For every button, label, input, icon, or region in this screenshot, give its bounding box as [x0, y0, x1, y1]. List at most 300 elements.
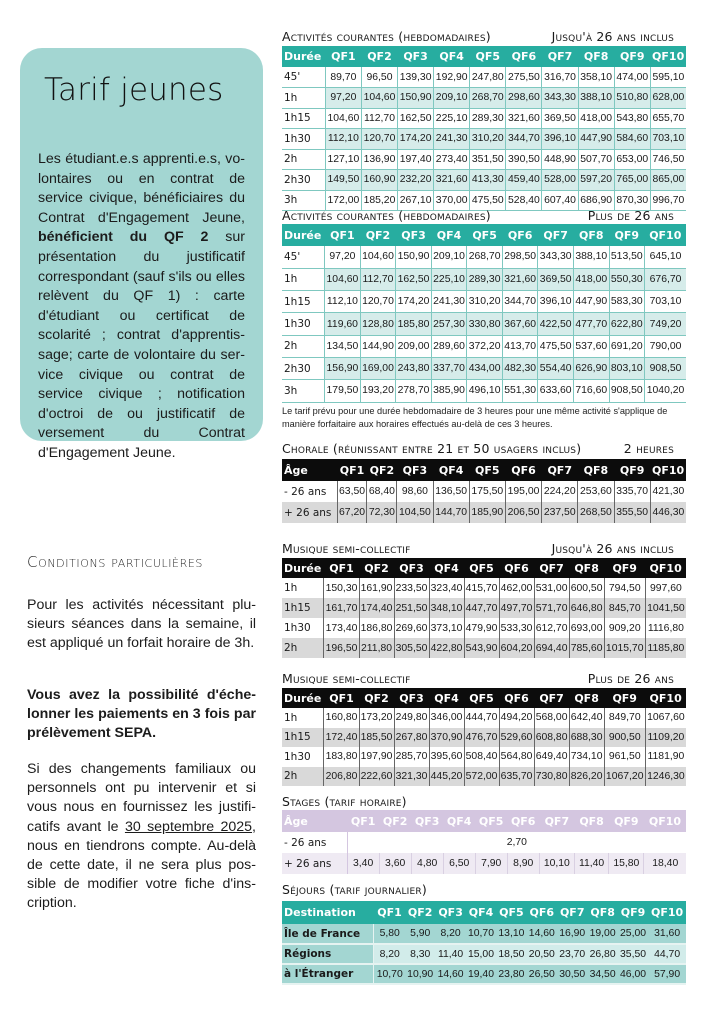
- cell-value: 1185,80: [645, 638, 686, 658]
- column-header-qf9: QF9: [609, 224, 645, 246]
- cell-value: 635,70: [499, 767, 534, 787]
- table-header-row: [282, 901, 686, 924]
- youth-rate-box: [20, 48, 263, 461]
- cell-value: 909,20: [604, 618, 645, 638]
- cell-value: 388,10: [573, 246, 609, 268]
- cell-value: 396,10: [542, 129, 578, 150]
- cell-value: 172,00: [325, 190, 361, 211]
- table-row: [282, 149, 686, 170]
- cell-value: 134,50: [325, 335, 361, 357]
- cell-value: 268,70: [467, 246, 503, 268]
- cell-value: 174,20: [398, 129, 434, 150]
- row-label: 2h30: [282, 170, 325, 191]
- cell-value: 251,50: [394, 598, 429, 618]
- cell-value: 298,50: [502, 246, 538, 268]
- column-header-qf3: QF3: [397, 459, 433, 481]
- row-label: 2h: [282, 335, 325, 357]
- column-header-label: Destination: [282, 901, 374, 924]
- cell-value: 14,60: [435, 964, 465, 984]
- cell-value: 865,00: [650, 170, 686, 191]
- cell-value: 183,80: [324, 747, 359, 767]
- cell-value: 18,40: [644, 853, 686, 874]
- row-label: 1h: [284, 711, 298, 724]
- cell-value: 268,50: [578, 502, 614, 523]
- column-header-qf10: QF10: [650, 459, 686, 481]
- section-header-musique-adultes: [282, 671, 674, 687]
- cell-value: 765,00: [614, 170, 650, 191]
- cell-value: 104,50: [397, 502, 433, 523]
- cell-value: 172,40: [324, 728, 359, 748]
- table-row: [282, 598, 686, 618]
- table-row: [282, 313, 686, 335]
- section-subtitle: Jusqu'à 26 ans inclus: [551, 541, 674, 556]
- cell-value: 156,90: [325, 357, 361, 379]
- table-header-row: [282, 224, 686, 246]
- cell-value: 845,70: [604, 598, 645, 618]
- table-row: [282, 708, 686, 728]
- cell-value: 211,80: [359, 638, 394, 658]
- cell-value: 289,30: [467, 268, 503, 290]
- column-header-qf1: QF1: [325, 224, 361, 246]
- table-row: [282, 67, 686, 88]
- row-label: + 26 ans: [282, 502, 337, 523]
- youth-text-part: sur présentation du justificatif correspondant (sauf s'ils ou elles relèvent du QF 1) : carte d'étudiant ou certificat de scolarité ; contrat d'apprentissage; carte de volontaire du service civique ou contrat de service civique ; notification d'octroi de ou justificatif de versement du Contrat d'Engagement Jeune.: [38, 229, 245, 461]
- cell-value: 447,90: [573, 291, 609, 313]
- cell-value: 119,60: [325, 313, 361, 335]
- cell-value: 849,70: [604, 708, 645, 728]
- cell-value: 31,60: [648, 924, 686, 944]
- cell-value: 370,00: [434, 190, 470, 211]
- cell-value: 595,10: [650, 67, 686, 88]
- row-label: 1h30: [282, 313, 325, 335]
- cell-value: 7,90: [475, 853, 507, 874]
- cell-value: 289,60: [431, 335, 467, 357]
- column-header-qf1: QF1: [324, 558, 359, 578]
- column-header-qf5: QF5: [464, 558, 499, 578]
- column-header-qf4: QF4: [443, 810, 475, 832]
- cell-value: 529,60: [499, 728, 534, 748]
- column-header-qf2: QF2: [361, 46, 397, 67]
- cell-value: 321,30: [394, 767, 429, 787]
- cell-value: 513,50: [609, 246, 645, 268]
- cell-value: 209,00: [396, 335, 432, 357]
- cell-value: 337,70: [431, 357, 467, 379]
- table-header-row: [282, 46, 686, 67]
- column-header-qf1: QF1: [337, 459, 367, 481]
- cell-value: 15,00: [466, 944, 496, 964]
- cell-value: 996,70: [650, 190, 686, 211]
- cell-value: 193,20: [360, 380, 396, 402]
- cell-value: 1015,70: [604, 638, 645, 658]
- cell-value: 321,60: [502, 268, 538, 290]
- cell-value: 475,50: [538, 335, 574, 357]
- cell-value: 8,20: [374, 944, 405, 964]
- cell-value: 584,60: [614, 129, 650, 150]
- cell-value: 1181,90: [645, 747, 686, 767]
- cell-value: 1246,30: [645, 767, 686, 787]
- cell-value: 169,00: [360, 357, 396, 379]
- row-label: Île de France: [282, 924, 374, 944]
- cell-value: 370,90: [429, 728, 464, 748]
- cell-value: 67,20: [337, 502, 367, 523]
- row-label: 2h: [282, 638, 324, 658]
- cell-value: 5,90: [405, 924, 435, 944]
- cell-value: 583,30: [609, 291, 645, 313]
- cell-value: 136,50: [433, 481, 469, 502]
- table-row: [282, 481, 686, 502]
- deadline-date: 30 septembre 2025: [124, 818, 253, 835]
- cell-value: 161,90: [359, 578, 394, 598]
- column-header-qf6: QF6: [527, 901, 557, 924]
- column-header-qf3: QF3: [398, 46, 434, 67]
- cell-value: 10,90: [405, 964, 435, 984]
- row-label: - 26 ans: [282, 832, 347, 853]
- cell-value: 870,30: [614, 190, 650, 211]
- cell-value: 346,00: [429, 708, 464, 728]
- cell-value: 1067,60: [645, 708, 686, 728]
- cell-value: 160,90: [361, 170, 397, 191]
- cell-value: 161,70: [324, 598, 359, 618]
- section-subtitle: Plus de 26 ans: [587, 208, 674, 223]
- table-row: [282, 964, 686, 984]
- cell-value: 30,50: [557, 964, 587, 984]
- section-header-courantes-jeunes: [282, 29, 674, 45]
- cell-value: 206,80: [324, 767, 359, 787]
- cell-value: 310,20: [470, 129, 506, 150]
- cell-value: 8,30: [405, 944, 435, 964]
- cell-value: 415,70: [464, 578, 499, 598]
- row-label: 1h30: [284, 622, 311, 634]
- cell-value: 185,50: [359, 728, 394, 748]
- cell-value: 185,90: [469, 502, 505, 523]
- cell-value: 543,80: [614, 108, 650, 129]
- column-header-qf9: QF9: [614, 46, 650, 67]
- cell-value: 551,30: [502, 380, 538, 402]
- cell-value: 209,10: [431, 246, 467, 268]
- column-header-qf5: QF5: [467, 224, 503, 246]
- cell-value: 790,00: [645, 335, 686, 357]
- cell-value: 734,10: [569, 747, 604, 767]
- section-header-chorale: [282, 441, 674, 457]
- cell-value: 278,70: [396, 380, 432, 402]
- cell-value: 268,70: [470, 88, 506, 109]
- column-header-qf4: QF4: [429, 688, 464, 708]
- table-row: [282, 380, 686, 402]
- cell-value: 197,90: [359, 747, 394, 767]
- cell-value: 19,00: [587, 924, 617, 944]
- table-header-row: [282, 558, 686, 578]
- cell-value: 1067,20: [604, 767, 645, 787]
- cell-value: 150,90: [396, 246, 432, 268]
- cell-value: 358,10: [578, 67, 614, 88]
- column-header-qf8: QF8: [574, 810, 608, 832]
- column-header-qf5: QF5: [469, 459, 505, 481]
- cell-value: 285,70: [394, 747, 429, 767]
- cell-value: 144,70: [433, 502, 469, 523]
- column-header-qf9: QF9: [604, 688, 645, 708]
- table-row: [282, 853, 686, 874]
- cell-value: 688,30: [569, 728, 604, 748]
- column-header-qf5: QF5: [475, 810, 507, 832]
- cell-value: 68,40: [367, 481, 397, 502]
- cell-value: 476,70: [464, 728, 499, 748]
- row-label: 1h15: [282, 108, 325, 129]
- cell-value: 444,70: [464, 708, 499, 728]
- cell-value: 19,40: [466, 964, 496, 984]
- cell-value: 175,50: [469, 481, 505, 502]
- column-header-qf6: QF6: [499, 558, 534, 578]
- column-header-label: Âge: [282, 810, 347, 832]
- cell-value: 642,40: [569, 708, 604, 728]
- cell-value: 330,80: [467, 313, 503, 335]
- table-sejours: [282, 901, 686, 985]
- cell-value: 267,80: [394, 728, 429, 748]
- cell-value: 607,40: [542, 190, 578, 211]
- cell-value: 446,30: [650, 502, 686, 523]
- cell-value: 703,10: [645, 291, 686, 313]
- cell-value: 112,70: [360, 268, 396, 290]
- cell-value: 1116,80: [645, 618, 686, 638]
- table-row: [282, 832, 686, 853]
- cell-value: 273,40: [434, 149, 470, 170]
- column-header-qf9: QF9: [614, 459, 650, 481]
- column-header-qf4: QF4: [434, 46, 470, 67]
- youth-text-bold: bénéficient du QF 2: [38, 229, 209, 246]
- cell-value: 243,80: [396, 357, 432, 379]
- cell-value: 344,70: [506, 129, 542, 150]
- table-row: [282, 357, 686, 379]
- column-header-qf3: QF3: [396, 224, 432, 246]
- cell-value: 528,40: [506, 190, 542, 211]
- cell-value: 98,60: [397, 481, 433, 502]
- cell-value: 369,50: [538, 268, 574, 290]
- cell-value: 321,60: [506, 108, 542, 129]
- table-row: [282, 502, 686, 523]
- column-header-qf7: QF7: [557, 901, 587, 924]
- cell-value: 479,90: [464, 618, 499, 638]
- cell-value: 104,60: [325, 268, 361, 290]
- cell-value: 186,80: [359, 618, 394, 638]
- column-header-qf2: QF2: [379, 810, 411, 832]
- cell-value: 533,30: [499, 618, 534, 638]
- cell-value: 136,90: [361, 149, 397, 170]
- column-header-qf5: QF5: [470, 46, 506, 67]
- cell-value: 691,20: [609, 335, 645, 357]
- row-label: 2h: [282, 149, 325, 170]
- row-label: Régions: [282, 944, 374, 964]
- cell-value: 335,70: [614, 481, 650, 502]
- column-header-label: Âge: [282, 459, 337, 481]
- cell-value: 162,50: [396, 268, 432, 290]
- section-title: Stages (tarif horaire): [282, 794, 407, 809]
- column-header-qf3: QF3: [394, 558, 429, 578]
- column-header-qf2: QF2: [367, 459, 397, 481]
- cell-value: 633,60: [538, 380, 574, 402]
- cell-value: 390,50: [506, 149, 542, 170]
- column-header-qf3: QF3: [435, 901, 465, 924]
- conditions-paragraph-changes: [27, 760, 256, 914]
- cell-value: 395,60: [429, 747, 464, 767]
- cell-value: 13,10: [496, 924, 526, 944]
- cell-value: 257,30: [431, 313, 467, 335]
- cell-value: 355,50: [614, 502, 650, 523]
- column-header-qf7: QF7: [534, 688, 569, 708]
- column-header-qf8: QF8: [569, 558, 604, 578]
- cell-value: 531,00: [534, 578, 569, 598]
- cell-value: 564,80: [499, 747, 534, 767]
- cell-value: 445,20: [429, 767, 464, 787]
- cell-value: 628,00: [650, 88, 686, 109]
- cell-value: 222,60: [359, 767, 394, 787]
- cell-value: 554,40: [538, 357, 574, 379]
- table-row: [282, 728, 686, 748]
- cell-value: 8,20: [435, 924, 465, 944]
- column-header-qf4: QF4: [466, 901, 496, 924]
- cell-value: 612,70: [534, 618, 569, 638]
- column-header-qf9: QF9: [604, 558, 645, 578]
- cell-value: 482,30: [502, 357, 538, 379]
- section-header-stages: [282, 794, 674, 810]
- youth-text-part: Les étudiant.e.s apprenti.e.s, volontaires ou en contrat de service civique, bénéficiaires du Contrat d'Engagement Jeune,: [38, 151, 245, 226]
- table-row: [282, 108, 686, 129]
- cell-value: 225,10: [431, 268, 467, 290]
- cell-value: 653,00: [614, 149, 650, 170]
- table-header-row: [282, 688, 686, 708]
- cell-value: 572,00: [464, 767, 499, 787]
- table-chorale: [282, 459, 686, 523]
- table-row: [282, 924, 686, 944]
- cell-value: 344,70: [502, 291, 538, 313]
- cell-value: 18,50: [496, 944, 526, 964]
- cell-value: 26,80: [587, 944, 617, 964]
- section-title: Activités courantes (hebdomadaires): [282, 208, 491, 223]
- table-row: [282, 268, 686, 290]
- cell-value: 537,60: [573, 335, 609, 357]
- cell-value: 20,50: [527, 944, 557, 964]
- cell-value: 785,60: [569, 638, 604, 658]
- row-label: 1h15: [282, 728, 324, 748]
- cell-value: 15,80: [609, 853, 644, 874]
- cell-value: 646,80: [569, 598, 604, 618]
- section-title: Activités courantes (hebdomadaires): [282, 29, 491, 44]
- section-header-musique-jeunes: [282, 541, 674, 557]
- cell-value: 209,10: [434, 88, 470, 109]
- cell-value: 174,40: [359, 598, 394, 618]
- cell-value: 179,50: [325, 380, 361, 402]
- cell-value: 11,40: [574, 853, 608, 874]
- cell-value: 459,40: [506, 170, 542, 191]
- cell-value: 716,60: [573, 380, 609, 402]
- column-header-qf2: QF2: [359, 558, 394, 578]
- cell-value: 497,70: [499, 598, 534, 618]
- table-row: [282, 246, 686, 268]
- cell-value: 249,80: [394, 708, 429, 728]
- cell-value: 421,30: [650, 481, 686, 502]
- cell-value: 14,60: [527, 924, 557, 944]
- column-header-qf7: QF7: [538, 224, 574, 246]
- cell-value: 104,60: [361, 88, 397, 109]
- cell-value: 10,70: [466, 924, 496, 944]
- section-header-sejours: [282, 882, 674, 898]
- column-header-qf5: QF5: [496, 901, 526, 924]
- column-header-qf5: QF5: [464, 688, 499, 708]
- cell-value: 120,70: [361, 129, 397, 150]
- cell-value: 997,60: [645, 578, 686, 598]
- cell-value: 89,70: [325, 67, 361, 88]
- cell-value: 150,90: [398, 88, 434, 109]
- section-subtitle: 2 heures: [623, 441, 674, 456]
- cell-value: 507,70: [578, 149, 614, 170]
- cell-value: 422,50: [538, 313, 574, 335]
- cell-value: 5,80: [374, 924, 405, 944]
- cell-value: 63,50: [337, 481, 367, 502]
- cell-value: 686,90: [578, 190, 614, 211]
- row-label: 1h15: [282, 598, 324, 618]
- table-row: [282, 618, 686, 638]
- youth-title: Tarif jeunes: [44, 72, 224, 108]
- cell-value: 289,30: [470, 108, 506, 129]
- row-label: 2h30: [282, 357, 325, 379]
- cell-value: 206,50: [505, 502, 541, 523]
- cell-value: 1041,50: [645, 598, 686, 618]
- cell-value: 413,30: [470, 170, 506, 191]
- row-label: 45': [282, 246, 325, 268]
- column-header-label: Durée: [282, 224, 325, 246]
- column-header-qf8: QF8: [569, 688, 604, 708]
- section-title: Chorale (réunissant entre 21 et 50 usagers inclus): [282, 441, 582, 456]
- cell-value: 97,20: [325, 246, 361, 268]
- row-label: 1h: [284, 582, 298, 594]
- section-header-courantes-adultes: [282, 208, 674, 224]
- cell-value: 25,00: [618, 924, 648, 944]
- cell-value: 196,50: [324, 638, 359, 658]
- cell-value: 385,90: [431, 380, 467, 402]
- cell-value: 447,70: [464, 598, 499, 618]
- row-label: à l'Étranger: [282, 964, 374, 984]
- cell-value: 144,90: [360, 335, 396, 357]
- table-row: [282, 638, 686, 658]
- cell-value: 3,40: [347, 853, 379, 874]
- conditions-title: Conditions particulières: [27, 553, 203, 571]
- cell-value: 185,20: [361, 190, 397, 211]
- column-header-qf8: QF8: [573, 224, 609, 246]
- cell-value: 120,70: [360, 291, 396, 313]
- cell-value: 316,70: [542, 67, 578, 88]
- cell-value: 600,50: [569, 578, 604, 598]
- conditions-paragraph-forfait: Pour les activités nécessitant plusieurs séances dans la semaine, il est appliqué un forfait horaire de 3h.: [27, 597, 256, 652]
- table-musique-jeunes: [282, 558, 686, 658]
- row-label: + 26 ans: [282, 853, 347, 874]
- column-header-qf10: QF10: [645, 224, 686, 246]
- column-header-qf10: QF10: [644, 810, 686, 832]
- column-header-label: Durée: [282, 688, 324, 708]
- column-header-qf4: QF4: [431, 224, 467, 246]
- table-row: [282, 129, 686, 150]
- cell-value: 305,50: [394, 638, 429, 658]
- cell-value: 298,60: [506, 88, 542, 109]
- cell-value: 703,10: [650, 129, 686, 150]
- cell-value: 247,80: [470, 67, 506, 88]
- cell-value: 104,60: [360, 246, 396, 268]
- cell-value: 746,50: [650, 149, 686, 170]
- cell-value: 494,20: [499, 708, 534, 728]
- cell-value: 275,50: [506, 67, 542, 88]
- column-header-qf2: QF2: [405, 901, 435, 924]
- cell-value: 11,40: [435, 944, 465, 964]
- cell-value: 900,50: [604, 728, 645, 748]
- cell-value: 224,20: [542, 481, 578, 502]
- row-label: 3h: [282, 190, 325, 211]
